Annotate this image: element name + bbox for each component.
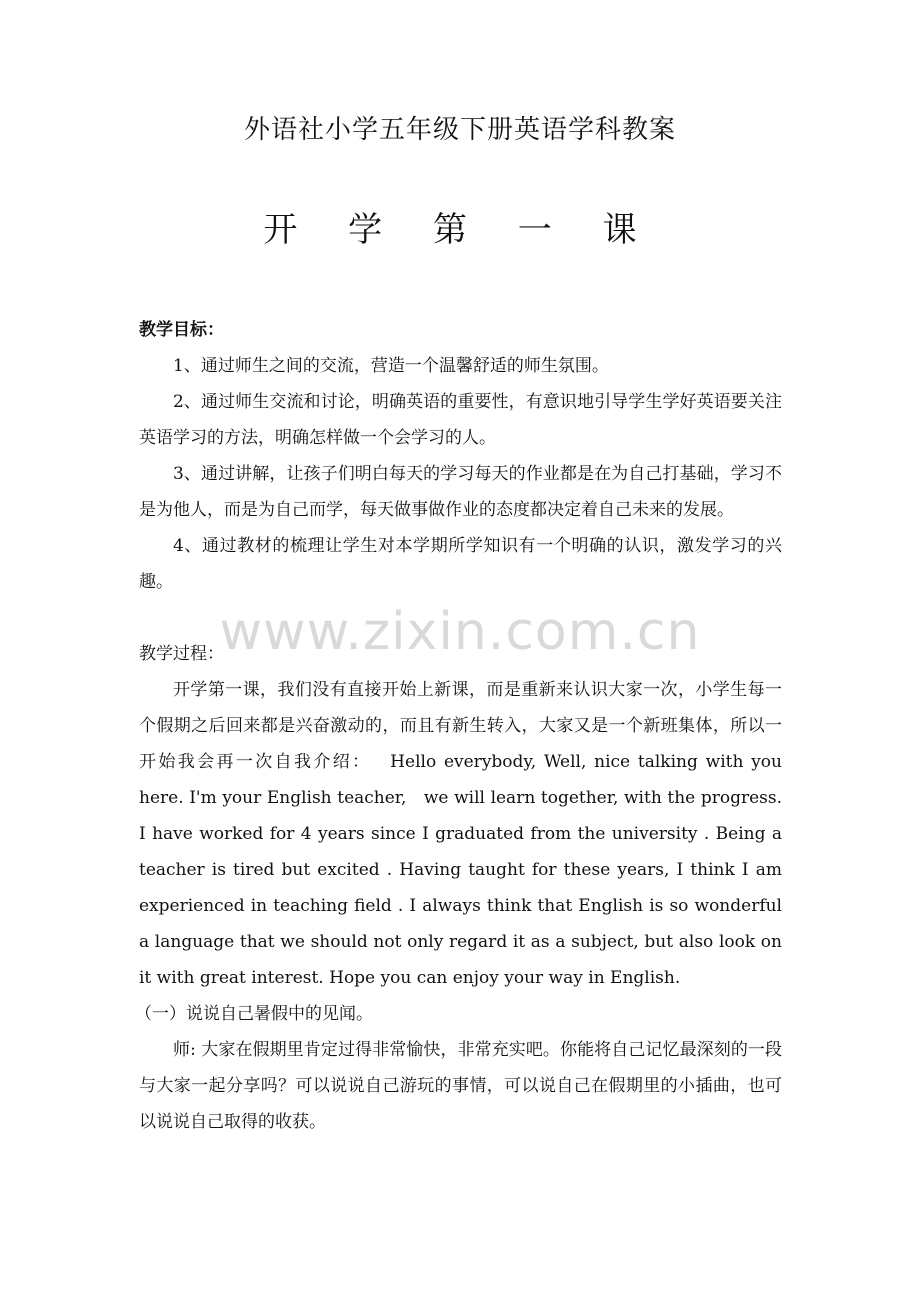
document-title: 外语社小学五年级下册英语学科教案: [243, 115, 676, 145]
section1-heading: （一）说说自己暑假中的见闻。: [135, 1004, 373, 1024]
objectives-heading: 教学目标：: [139, 320, 224, 340]
objective-item: 2、通过师生交流和讨论，明确英语的重要性，有意识地引导学生学好英语要关注英语学习的方法，明确怎样做一个会学习的人。: [139, 392, 782, 448]
document-body: [135, 312, 782, 1140]
watermark: www.zixin.com.cn: [219, 602, 701, 662]
process-intro: 开学第一课，我们没有直接开始上新课，而是重新来认识大家一次，小学生每一个假期之后回来都是兴奋激动的，而且有新生转入，大家又是一个新班集体，所以一开始我会再一次自我介绍： Hello everybody, Well, nice talking with you here. I'm your English teacher, we will learn together, with the progress. I have worked for 4 years since I graduated from the university . Being a teacher is tired but excited . Having taught for these years, I think I am experienced in teaching field . I always think that English is so wonderful a language that we should not only regard it as a subject, but also look on it with great interest. Hope you can enjoy your way in English.: [139, 680, 782, 988]
section1-text: 师: 大家在假期里肯定过得非常愉快，非常充实吧。你能将自己记忆最深刻的一段与大家一起分享吗？可以说说自己游玩的事情，可以说自己在假期里的小插曲，也可以说说自己取得的收获。: [139, 1040, 782, 1132]
objective-item: 3、通过讲解，让孩子们明白每天的学习每天的作业都是在为自己打基础，学习不是为他人，而是为自己而学，每天做事做作业的态度都决定着自己未来的发展。: [139, 464, 782, 520]
objective-item: 4、通过教材的梳理让学生对本学期所学知识有一个明确的认识，激发学习的兴趣。: [139, 536, 782, 592]
objective-item: 1、通过师生之间的交流，营造一个温馨舒适的师生氛围。: [173, 356, 609, 376]
lesson-title: 开 学 第 一 课: [263, 210, 657, 250]
spacer: [139, 600, 782, 636]
process-heading: 教学过程：: [139, 644, 224, 664]
